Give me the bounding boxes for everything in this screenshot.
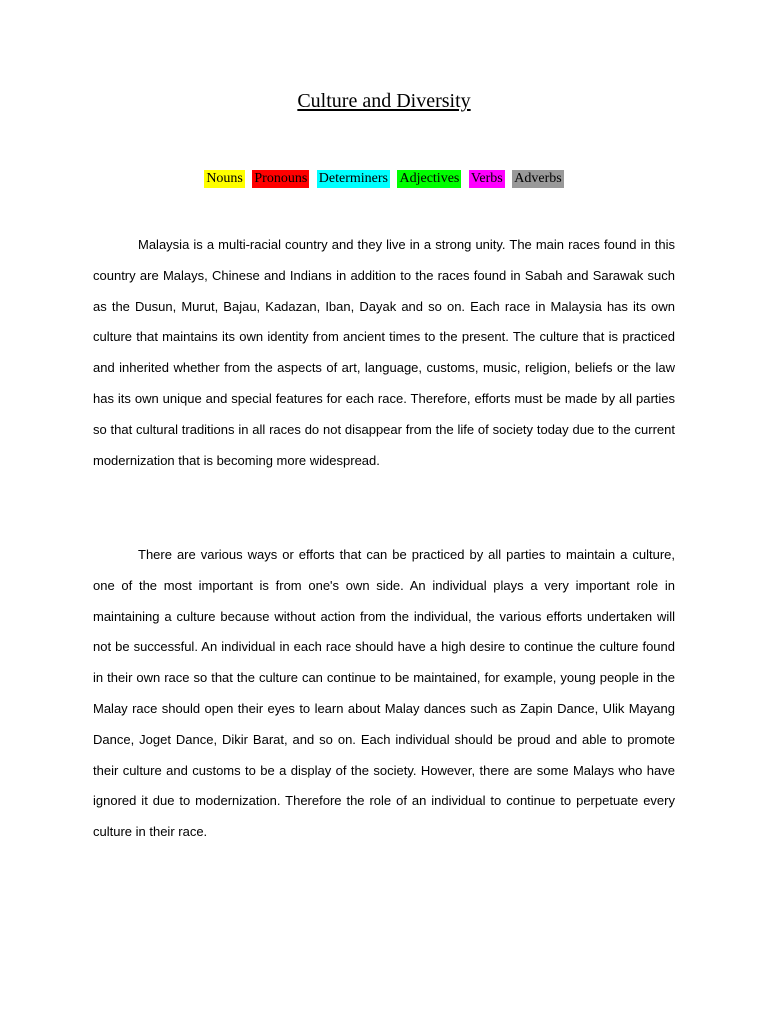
paragraph-2: There are various ways or efforts that can be practiced by all parties to maintain a culture, one of the most important is from one's own side. An individual plays a very important role in maintaining a culture because without action from the individual, the various efforts undertaken will not be successful. An individual in each race should have a high desire to continue the culture found in their own race so that the culture can continue to be maintained, for example, young people in the Malay race should open their eyes to learn about Malay dances such as Zapin Dance, Ulik Mayang Dance, Joget Dance, Dikir Barat, and so on. Each individual should be proud and able to promote their culture and customs to be a display of the society. However, there are some Malays who have ignored it due to modernization. Therefore the role of an individual to continue to perpetuate every culture in their race. (93, 547, 675, 840)
word-class-legend (0, 170, 768, 188)
legend-verbs: Verbs (470, 171, 503, 186)
legend-adjectives: Adjectives (399, 171, 460, 186)
paragraph-1: Malaysia is a multi-racial country and they live in a strong unity. The main races found in this country are Malays, Chinese and Indians in addition to the races found in Sabah and Sarawak such as the Dusun, Murut, Bajau, Kadazan, Iban, Dayak and so on. Each race in Malaysia has its own culture that maintains its own identity from ancient times to the present. The culture that is practiced and inherited whether from the aspects of art, language, customs, music, religion, beliefs or the law has its own unique and special features for each race. Therefore, efforts must be made by all parties so that cultural traditions in all races do not disappear from the life of society today due to the current modernization that is becoming more widespread. (93, 237, 675, 468)
legend-adverbs: Adverbs (514, 171, 562, 186)
legend-determiners: Determiners (318, 171, 388, 186)
legend-nouns: Nouns (206, 171, 243, 186)
document-title (0, 88, 768, 114)
title-text: Culture and Diversity (297, 90, 471, 112)
legend-pronouns: Pronouns (254, 171, 308, 186)
